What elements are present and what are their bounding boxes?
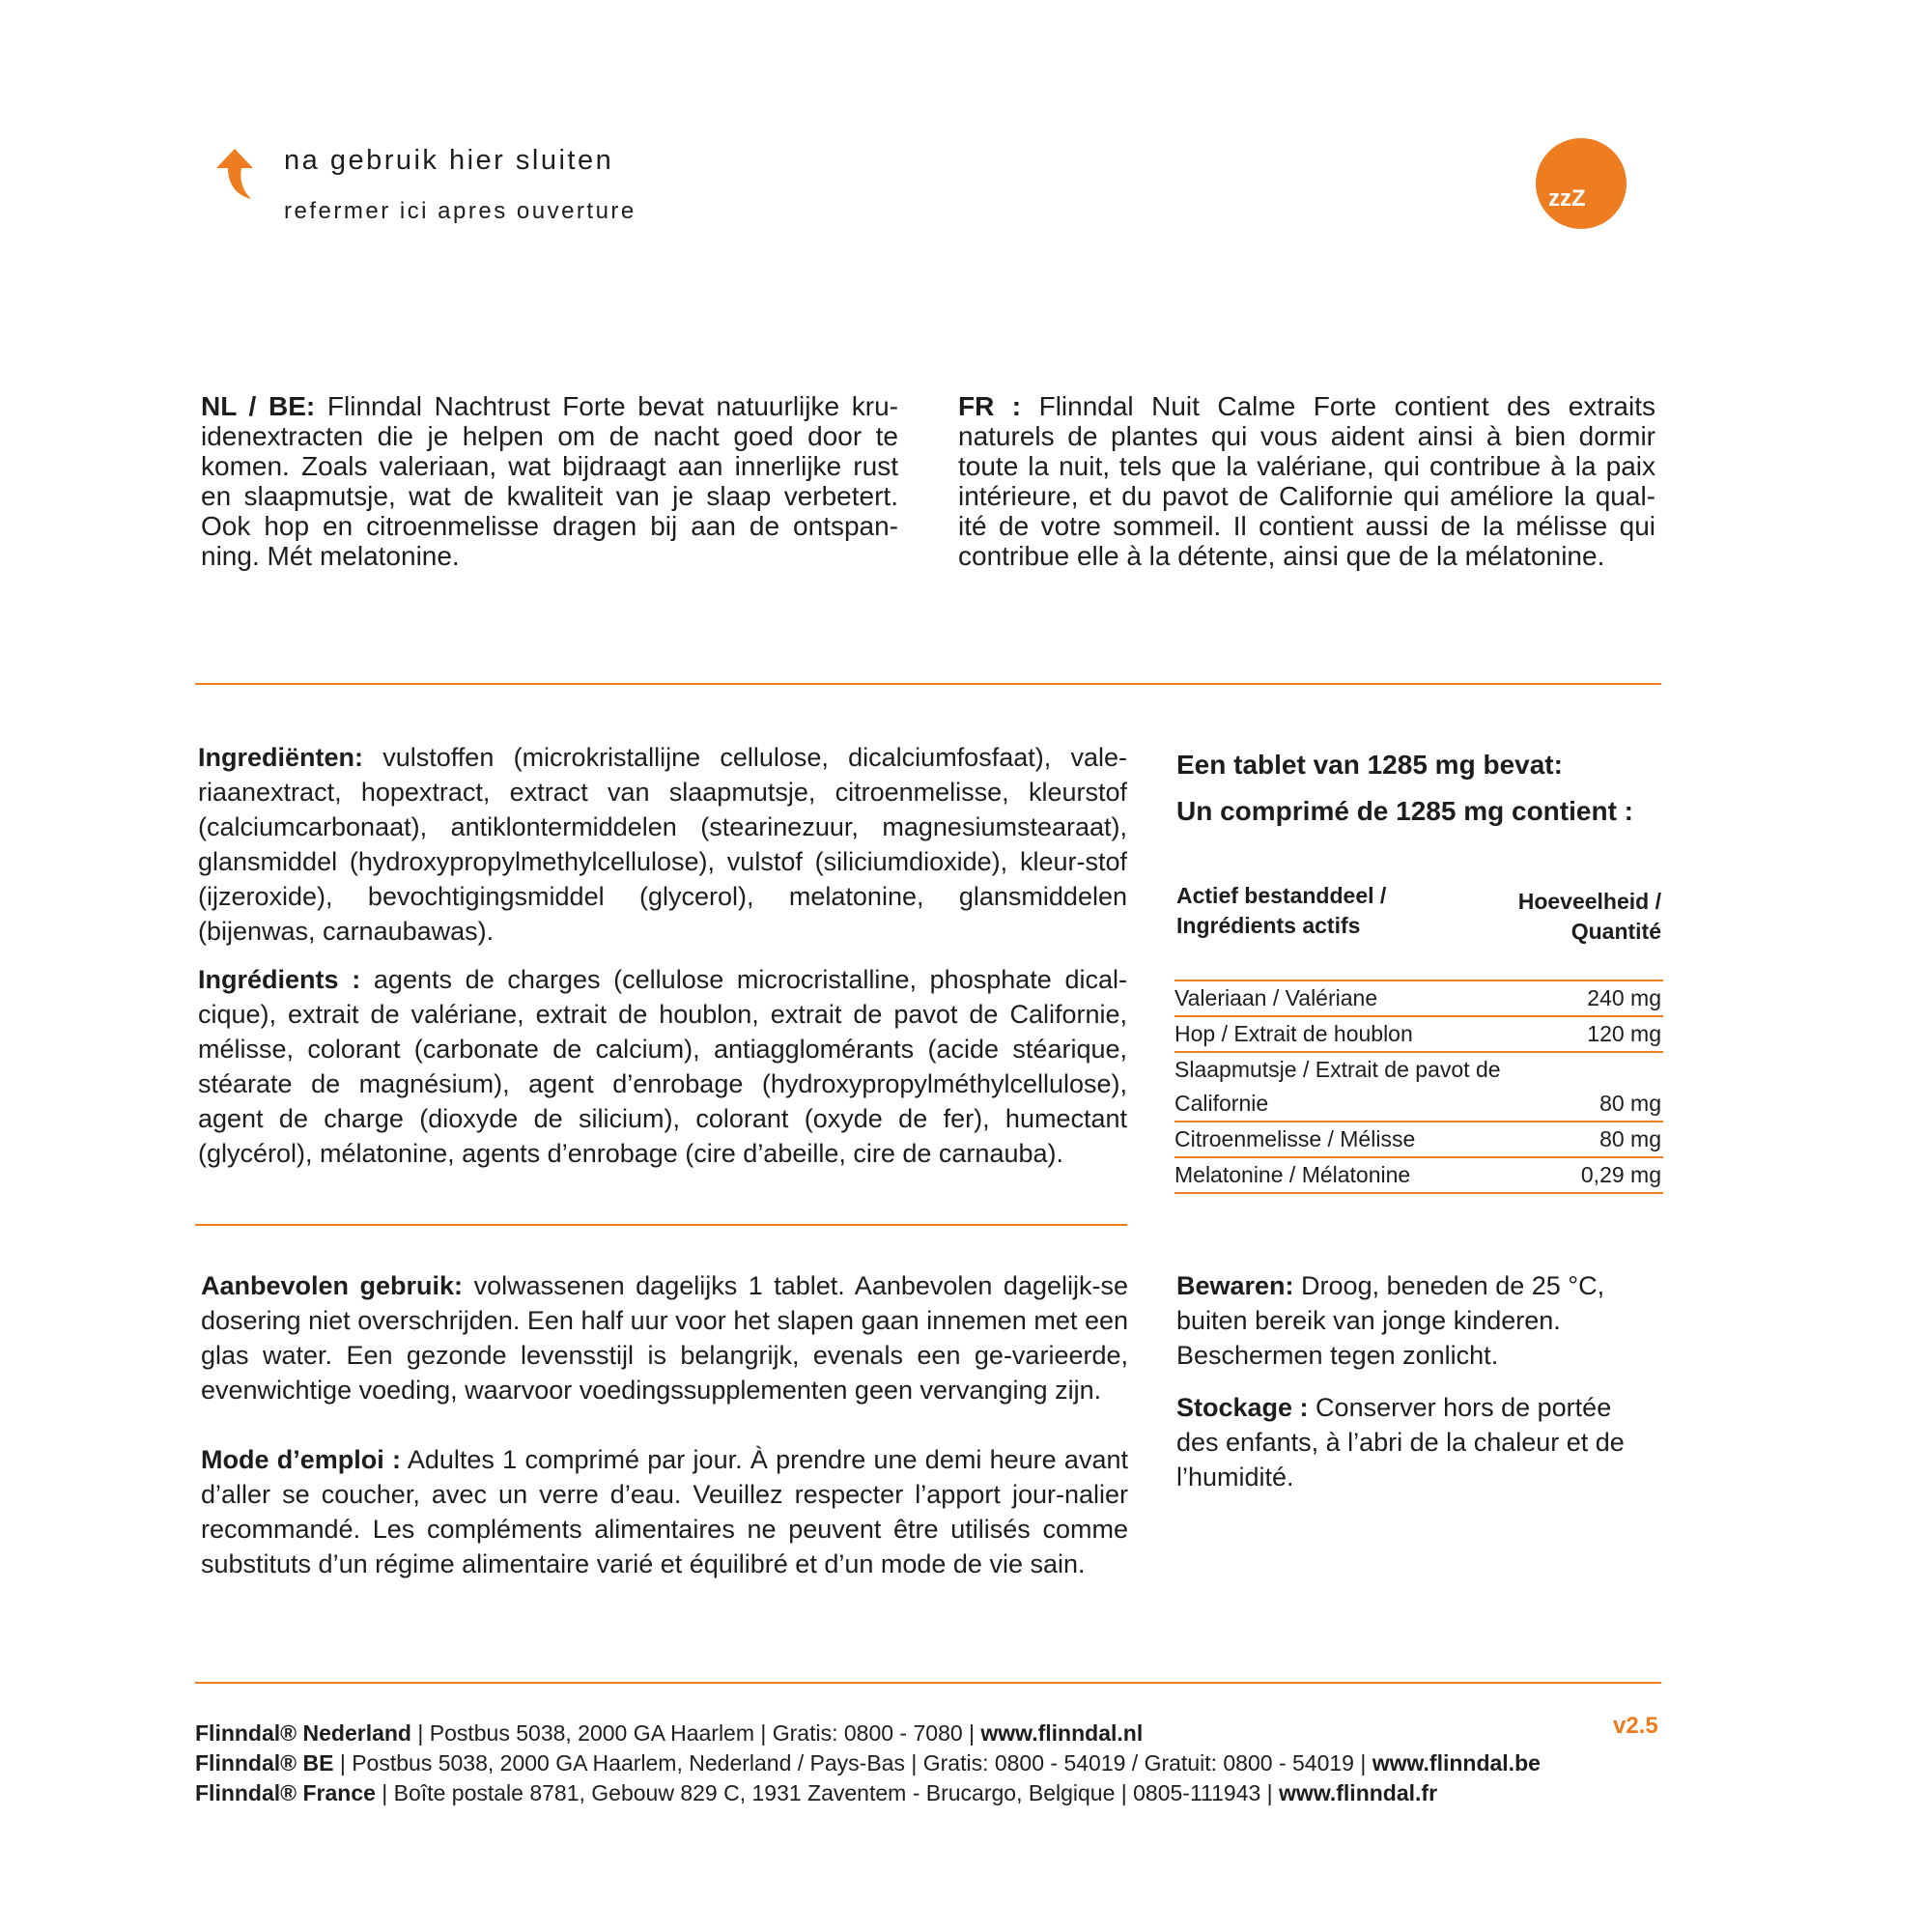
- spacer: [201, 1421, 1128, 1442]
- table-cell-name: Hop / Extrait de houblon: [1174, 1021, 1413, 1046]
- ingredients-nl-label: Ingrediënten:: [198, 743, 364, 772]
- footer-line-fr: [195, 1778, 1567, 1808]
- zzz-sleep-icon: [1536, 138, 1627, 229]
- footer-nl-brand: Flinndal® Nederland: [195, 1720, 411, 1746]
- table-cell-name: Californie: [1174, 1091, 1269, 1116]
- footer-fr-web-link[interactable]: www.flinndal.fr: [1279, 1780, 1438, 1805]
- table-header-quantity-line2: Quantité: [1570, 919, 1661, 944]
- table-row: [1174, 1122, 1663, 1158]
- intro-nl-label: NL / BE:: [201, 391, 316, 421]
- table-row: [1174, 981, 1663, 1017]
- footer-nl-address: | Postbus 5038, 2000 GA Haarlem | Gratis: 0800 - 7080 |: [410, 1720, 981, 1746]
- footer-contacts: [195, 1719, 1567, 1808]
- table-row: [1174, 1017, 1663, 1053]
- table-cell-value: 80 mg: [1599, 1091, 1661, 1116]
- arrow-up-icon: [214, 147, 255, 201]
- table-row: [1174, 1087, 1663, 1122]
- usage-fr: [201, 1442, 1128, 1581]
- footer-nl-web-link[interactable]: www.flinndal.nl: [980, 1720, 1144, 1746]
- ingredients-fr-label: Ingrédients :: [198, 965, 361, 994]
- table-cell-value: 80 mg: [1599, 1126, 1661, 1151]
- ingredients-section: [198, 740, 1127, 1184]
- intro-nl: [201, 391, 898, 571]
- zzz-text: zzZ: [1548, 185, 1586, 212]
- storage-nl-text: Droog, beneden de 25 °C, buiten bereik van jonge kinderen. Beschermen tegen zonlicht.: [1176, 1271, 1605, 1370]
- table-title: [1176, 742, 1679, 835]
- close-instruction-nl: na gebruik hier sluiten: [284, 145, 614, 176]
- footer-be-brand: Flinndal® BE: [195, 1750, 334, 1776]
- intro-nl-text: Flinndal Nachtrust Forte bevat natuurlijke kru-idenextracten die je helpen om de nacht goed door te komen. Zoals valeriaan, wat bijdraagt aan innerlijke rust en slaapmutsje, wat de kwaliteit van je slaap verbetert. Ook hop en citroenmelisse dragen bij aan de ontspan-ning. Mét melatonine.: [201, 391, 898, 571]
- usage-fr-text: Adultes 1 comprimé par jour. À prendre une demi heure avant d’aller se coucher, avec un verre d’eau. Veuillez respecter l’apport jour-nalier recommandé. Les compléments alimentaires ne peuvent être utilisés comme substituts d’un régime alimentaire varié et équilibré et d’un mode de vie sain.: [201, 1445, 1128, 1578]
- version-label: v2.5: [1613, 1713, 1658, 1739]
- intro-fr-text: Flinndal Nuit Calme Forte contient des extraits naturels de plantes qui vous aident ainsi à bien dormir toute la nuit, tels que la valériane, qui contribue à la paix intérieure, et du pavot de Californie qui améliore la qual-ité de votre sommeil. Il contient aussi de la mélisse qui contribue elle à la détente, ainsi que de la mélatonine.: [958, 391, 1655, 571]
- usage-nl: [201, 1268, 1128, 1407]
- table-row: [1174, 1053, 1663, 1087]
- table-header-ingredient: [1176, 881, 1466, 941]
- footer-line-be: [195, 1748, 1567, 1778]
- table-cell-value: 240 mg: [1587, 985, 1661, 1010]
- footer-be-address: | Postbus 5038, 2000 GA Haarlem, Nederland / Pays-Bas | Gratis: 0800 - 54019 / Gratuit: 0800 - 54019 |: [333, 1750, 1372, 1776]
- table-cell-value: 0,29 mg: [1580, 1162, 1661, 1187]
- usage-nl-text: volwassenen dagelijks 1 tablet. Aanbevolen dagelijk-se dosering niet overschrijden. Een half uur voor het slapen gaan innemen met een glas water. Een gezonde levensstijl is belangrijk, evenals een ge-varieerde, evenwichtige voeding, waarvoor voedingssupplementen geen vervanging zijn.: [201, 1271, 1129, 1405]
- storage-fr: [1176, 1390, 1650, 1494]
- table-cell-name: Citroenmelisse / Mélisse: [1174, 1126, 1416, 1151]
- intro-fr-label: FR :: [958, 391, 1022, 421]
- footer-fr-brand: Flinndal® France: [195, 1780, 376, 1805]
- footer-line-nl: [195, 1719, 1567, 1748]
- storage-fr-text: Conserver hors de portée des enfants, à l’abri de la chaleur et de l’humidité.: [1176, 1393, 1625, 1492]
- table-title-fr: Un comprimé de 1285 mg contient :: [1176, 796, 1633, 826]
- ingredients-table: [1174, 980, 1663, 1194]
- table-cell-name: Melatonine / Mélatonine: [1174, 1162, 1411, 1187]
- storage-nl: [1176, 1268, 1650, 1373]
- intro-fr: [958, 391, 1655, 571]
- table-title-nl: Een tablet van 1285 mg bevat:: [1176, 750, 1563, 780]
- ingredients-fr-text: agents de charges (cellulose microcristalline, phosphate dical-cique), extrait de valériane, extrait de houblon, extrait de pavot de Californie, mélisse, colorant (carbonate de calcium), antiagglomérants (acide stéarique, stéarate de magnésium), agent d’enrobage (hydroxypropylméthylcellulose), agent de charge (dioxyde de silicium), colorant (oxyde de fer), humectant (glycérol), mélatonine, agents d’enrobage (cire d’abeille, cire de carnauba).: [198, 965, 1127, 1168]
- divider-bottom: [195, 1682, 1661, 1684]
- ingredients-nl: [198, 740, 1127, 949]
- ingredients-fr: [198, 962, 1127, 1171]
- close-instruction-fr: refermer ici apres ouverture: [284, 198, 637, 224]
- ingredients-nl-text: vulstoffen (microkristallijne cellulose, dicalciumfosfaat), vale-riaanextract, hopextract, extract van slaapmutsje, citroenmelisse, kleurstof (calciumcarbonaat), antiklontermiddelen (stearinezuur, magnesiumstearaat), glansmiddel (hydroxypropylmethylcellulose), vulstof (siliciumdioxide), kleur-stof (ijzeroxide), bevochtigingsmiddel (glycerol), melatonine, glansmiddelen (bijenwas, carnaubawas).: [198, 743, 1127, 946]
- usage-fr-label: Mode d’emploi :: [201, 1445, 402, 1474]
- storage-fr-label: Stockage :: [1176, 1393, 1309, 1422]
- table-header-quantity: [1429, 887, 1661, 947]
- divider-middle: [195, 1224, 1127, 1226]
- table-header-quantity-line1: Hoeveelheid /: [1517, 889, 1661, 914]
- footer-fr-address: | Boîte postale 8781, Gebouw 829 C, 1931 Zaventem - Brucargo, Belgique | 0805-111943 |: [375, 1780, 1280, 1805]
- storage-nl-label: Bewaren:: [1176, 1271, 1294, 1300]
- table-row: [1174, 1158, 1663, 1194]
- table-cell-name: Valeriaan / Valériane: [1174, 985, 1378, 1010]
- divider-top: [195, 683, 1661, 685]
- table-header-ingredient-line1: Actief bestanddeel /: [1176, 883, 1387, 908]
- usage-section: [201, 1268, 1128, 1595]
- footer-be-web-link[interactable]: www.flinndal.be: [1372, 1750, 1541, 1776]
- table-cell-value: 120 mg: [1587, 1021, 1661, 1046]
- storage-section: [1176, 1268, 1650, 1512]
- table-header-ingredient-line2: Ingrédients actifs: [1176, 913, 1361, 938]
- table-cell-name: Slaapmutsje / Extrait de pavot de: [1174, 1057, 1501, 1082]
- usage-nl-label: Aanbevolen gebruik:: [201, 1271, 464, 1300]
